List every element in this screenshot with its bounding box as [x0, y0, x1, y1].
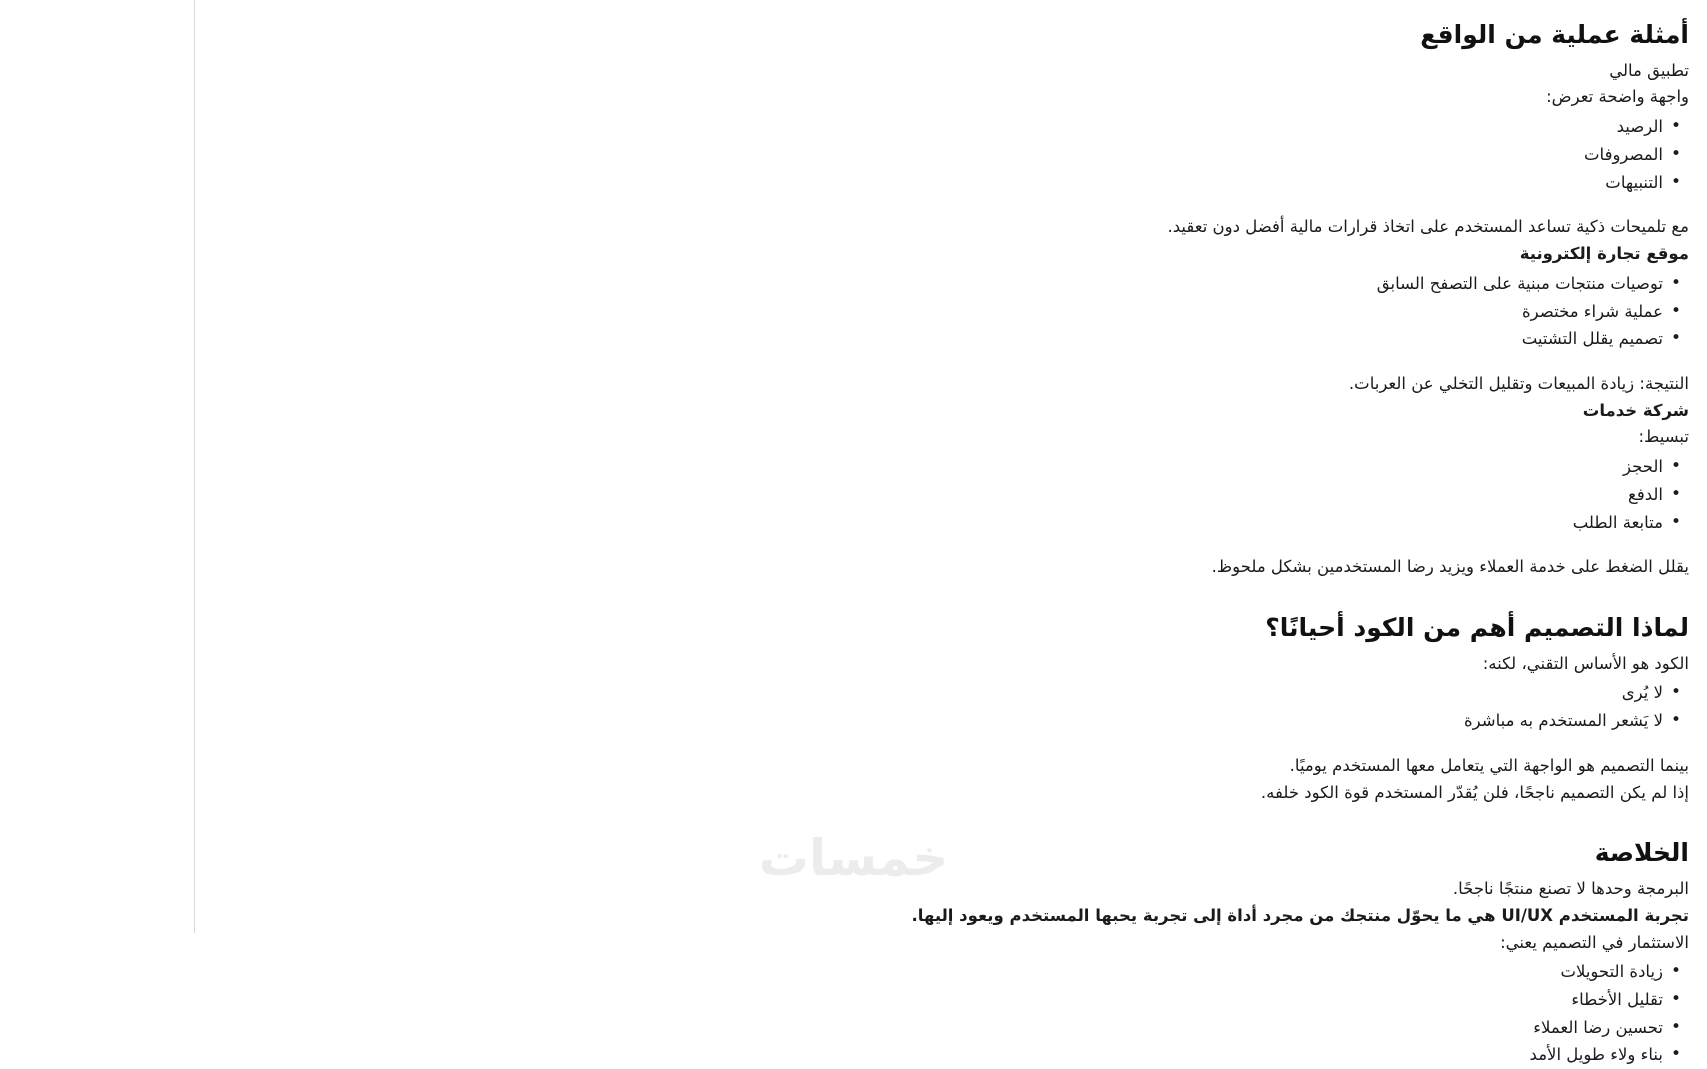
- paragraph-ux-transforms-product: تجربة المستخدم UI/UX هي ما يحوّل منتجك من مجرد أداة إلى تجربة يحبها المستخدم ويعود إليها.: [911, 905, 1689, 925]
- paragraph-design-failure: إذا لم يكن التصميم ناجحًا، فلن يُقدّر المستخدم قوة الكود خلفه.: [1260, 782, 1689, 802]
- list-item: • الحجز: [219, 453, 1689, 481]
- list-code-limitations: [219, 679, 1689, 734]
- list-item: • بناء ولاء طويل الأمد: [219, 1041, 1689, 1069]
- paragraph-support-pressure: يقلل الضغط على خدمة العملاء ويزيد رضا المستخدمين بشكل ملحوظ.: [1211, 557, 1689, 577]
- document-content: [195, 0, 1707, 1065]
- paragraph-design-is-interface: بينما التصميم هو الواجهة التي يتعامل معها المستخدم يوميًا.: [1289, 755, 1689, 775]
- paragraph-simplification: تبسيط:: [1638, 427, 1689, 447]
- paragraph-investing-in-design: الاستثمار في التصميم يعني:: [1500, 932, 1689, 952]
- paragraph-ecommerce-result: النتيجة: زيادة المبيعات وتقليل التخلي عن العربات.: [1348, 373, 1689, 393]
- section-title-real-world-examples: أمثلة عملية من الواقع: [1420, 20, 1689, 49]
- list-services-steps: [219, 453, 1689, 536]
- list-item: • لا يَشعر المستخدم به مباشرة: [219, 707, 1689, 735]
- list-item: • زيادة التحويلات: [219, 958, 1689, 986]
- list-ecommerce-features: [219, 270, 1689, 353]
- list-item: • متابعة الطلب: [219, 509, 1689, 537]
- list-item: • التنبيهات: [219, 169, 1689, 197]
- paragraph-smart-hints: مع تلميحات ذكية تساعد المستخدم على اتخاذ قرارات مالية أفضل دون تعقيد.: [1167, 217, 1689, 237]
- list-finance-app-features: [219, 113, 1689, 196]
- list-design-benefits: [219, 958, 1689, 1069]
- subheading-ecommerce-site: موقع تجارة إلكترونية: [1519, 244, 1689, 264]
- list-item: • الدفع: [219, 481, 1689, 509]
- paragraph-code-is-base: الكود هو الأساس التقني، لكنه:: [1482, 653, 1689, 673]
- subheading-services-company: شركة خدمات: [1582, 400, 1689, 420]
- paragraph-clear-interface: واجهة واضحة تعرض:: [1546, 87, 1689, 107]
- list-item: • الرصيد: [219, 113, 1689, 141]
- list-item: • لا يُرى: [219, 679, 1689, 707]
- list-item: • عملية شراء مختصرة: [219, 298, 1689, 326]
- list-item: • تقليل الأخطاء: [219, 986, 1689, 1014]
- list-item: • تحسين رضا العملاء: [219, 1014, 1689, 1042]
- section-title-conclusion: الخلاصة: [1594, 838, 1689, 868]
- list-item: • المصروفات: [219, 141, 1689, 169]
- section-title-why-design-matters: لماذا التصميم أهم من الكود أحيانًا؟: [1265, 612, 1689, 642]
- paragraph-finance-app: تطبيق مالي: [1609, 60, 1689, 80]
- paragraph-programming-alone: البرمجة وحدها لا تصنع منتجًا ناجحًا.: [1452, 879, 1689, 899]
- watermark-khamsat: خمسات: [758, 829, 949, 887]
- list-item: • تصميم يقلل التشتيت: [219, 325, 1689, 353]
- list-item: • توصيات منتجات مبنية على التصفح السابق: [219, 270, 1689, 298]
